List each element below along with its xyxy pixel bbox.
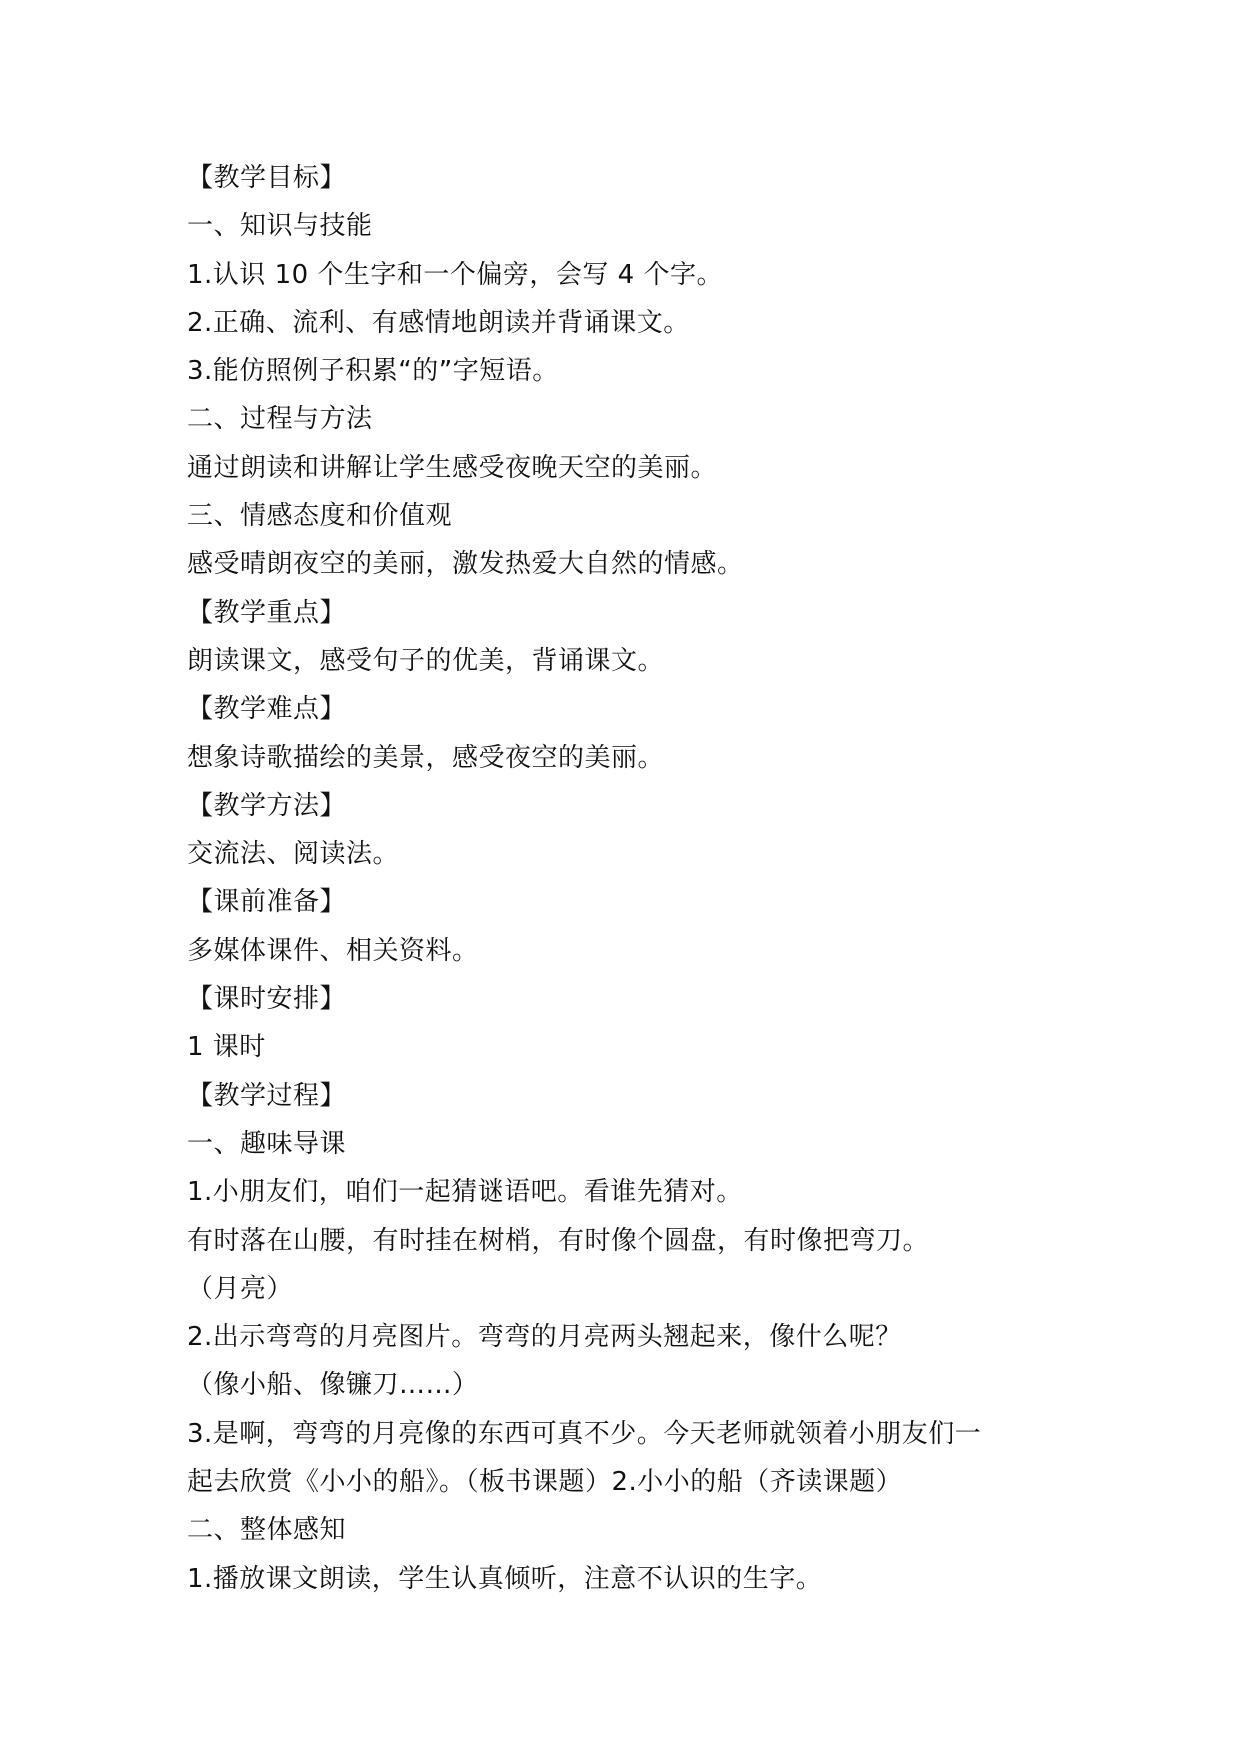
section-heading-preparation: 【课前准备】 xyxy=(187,887,347,918)
section-heading-schedule: 【课时安排】 xyxy=(187,984,347,1015)
section-heading-teaching-goals: 【教学目标】 xyxy=(187,163,347,193)
paragraph-line: 1.播放课文朗读，学生认真倾听，注意不认识的生字。 xyxy=(187,1563,823,1594)
paragraph-line: 3.能仿照例子积累“的”字短语。 xyxy=(187,356,559,387)
section-heading-methods: 【教学方法】 xyxy=(187,790,347,821)
paragraph-line: 2.正确、流利、有感情地朗读并背诵课文。 xyxy=(187,307,690,338)
paragraph-line: 多媒体课件、相关资料。 xyxy=(187,935,479,966)
section-heading-key-points: 【教学重点】 xyxy=(187,597,347,628)
paragraph-line: 想象诗歌描绘的美景，感受夜空的美丽。 xyxy=(187,742,665,773)
paragraph-line: 交流法、阅读法。 xyxy=(187,839,400,870)
paragraph-line: 1.认识 10 个生字和一个偏旁，会写 4 个字。 xyxy=(187,259,723,290)
subheading-overall-perception: 二、整体感知 xyxy=(187,1515,347,1546)
paragraph-line: 1.小朋友们，咱们一起猜谜语吧。看谁先猜对。 xyxy=(187,1177,743,1208)
lesson-plan-text xyxy=(187,154,1067,1603)
paragraph-line: 1 课时 xyxy=(187,1032,266,1063)
paragraph-line: 感受晴朗夜空的美丽，激发热爱大自然的情感。 xyxy=(187,549,744,580)
subheading-knowledge-skills: 一、知识与技能 xyxy=(187,211,373,242)
paragraph-line: （月亮） xyxy=(187,1273,294,1304)
section-heading-difficulties: 【教学难点】 xyxy=(187,694,347,725)
paragraph-line: 3.是啊，弯弯的月亮像的东西可真不少。今天老师就领着小朋友们一 xyxy=(187,1418,982,1449)
subheading-intro: 一、趣味导课 xyxy=(187,1128,347,1159)
paragraph-line: 有时落在山腰，有时挂在树梢，有时像个圆盘，有时像把弯刀。 xyxy=(187,1225,930,1256)
section-heading-process: 【教学过程】 xyxy=(187,1080,347,1111)
paragraph-line: 朗读课文，感受句子的优美，背诵课文。 xyxy=(187,645,665,676)
paragraph-line: （像小船、像镰刀……） xyxy=(187,1370,479,1401)
paragraph-line: 起去欣赏《小小的船》。（板书课题）2.小小的船（齐读课题） xyxy=(187,1467,903,1498)
paragraph-line: 2.出示弯弯的月亮图片。弯弯的月亮两头翘起来，像什么呢？ xyxy=(187,1322,902,1353)
subheading-emotion-values: 三、情感态度和价值观 xyxy=(187,501,453,532)
subheading-process-method: 二、过程与方法 xyxy=(187,404,373,435)
paragraph-line: 通过朗读和讲解让学生感受夜晚天空的美丽。 xyxy=(187,452,718,483)
